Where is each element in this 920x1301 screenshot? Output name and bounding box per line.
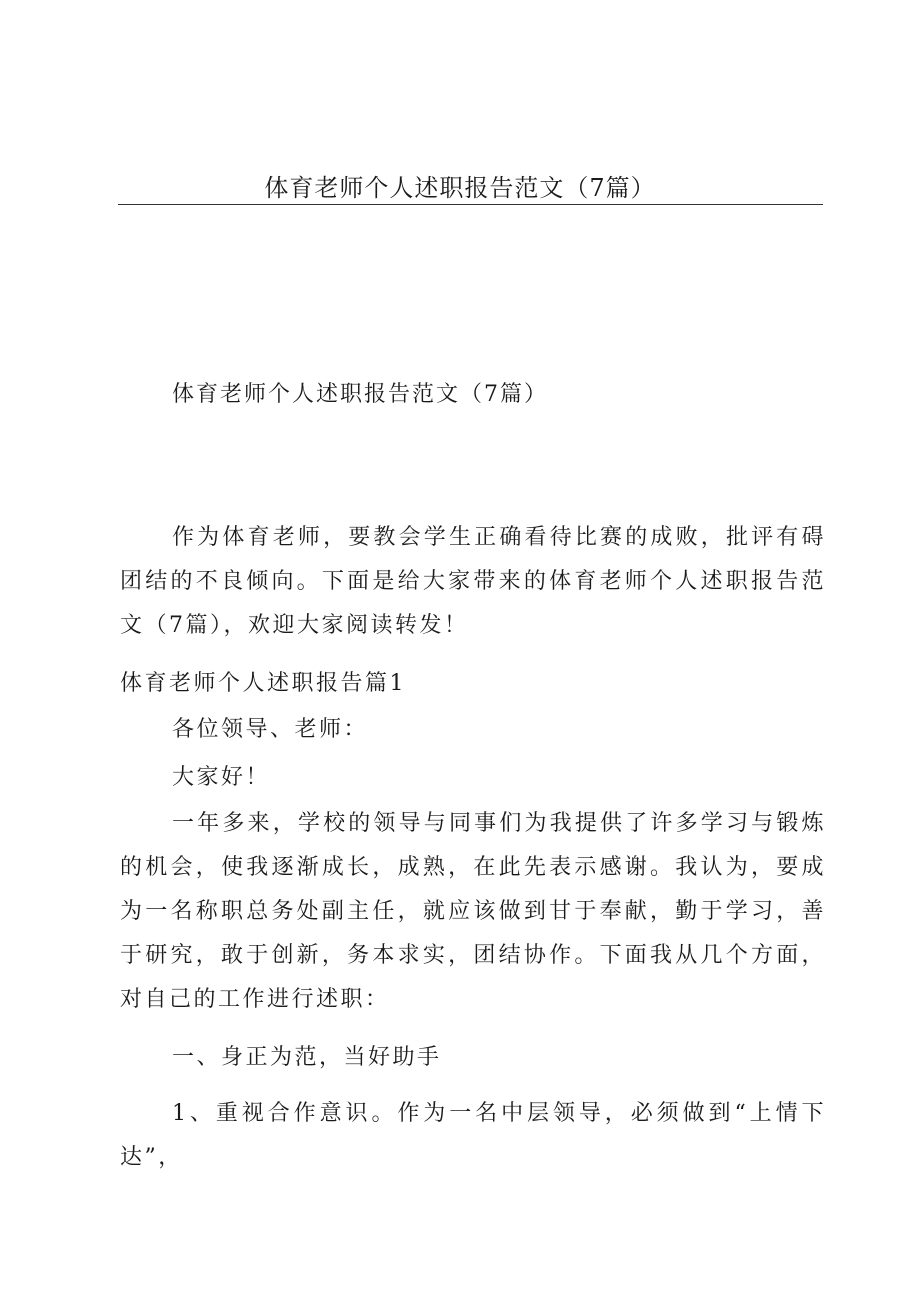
- header-divider: [118, 204, 823, 205]
- body-paragraph: 一年多来，学校的领导与同事们为我提供了许多学习与锻炼的机会，使我逐渐成长，成熟，在此先表示感谢。我认为，要成为一名称职总务处副主任，就应该做到甘于奉献，勤于学习，善于研究，敢于创新，务本求实，团结协作。下面我从几个方面，对自己的工作进行述职：: [120, 811, 826, 1012]
- section-heading: 体育老师个人述职报告篇1: [120, 671, 406, 696]
- list-item: 1、重视合作意识。作为一名中层领导，必须做到“上情下达”，: [120, 1101, 826, 1170]
- greeting: 大家好！: [172, 765, 271, 790]
- document-title: 体育老师个人述职报告范文（7篇）: [172, 382, 548, 407]
- subheading: 一、身正为范，当好助手: [172, 1045, 442, 1070]
- salutation: 各位领导、老师：: [172, 717, 369, 742]
- page-header-title: 体育老师个人述职报告范文（7篇）: [264, 174, 656, 202]
- intro-paragraph: 作为体育老师，要教会学生正确看待比赛的成败，批评有碍团结的不良倾向。下面是给大家带来的体育老师个人述职报告范文（7篇），欢迎大家阅读转发！: [120, 525, 826, 638]
